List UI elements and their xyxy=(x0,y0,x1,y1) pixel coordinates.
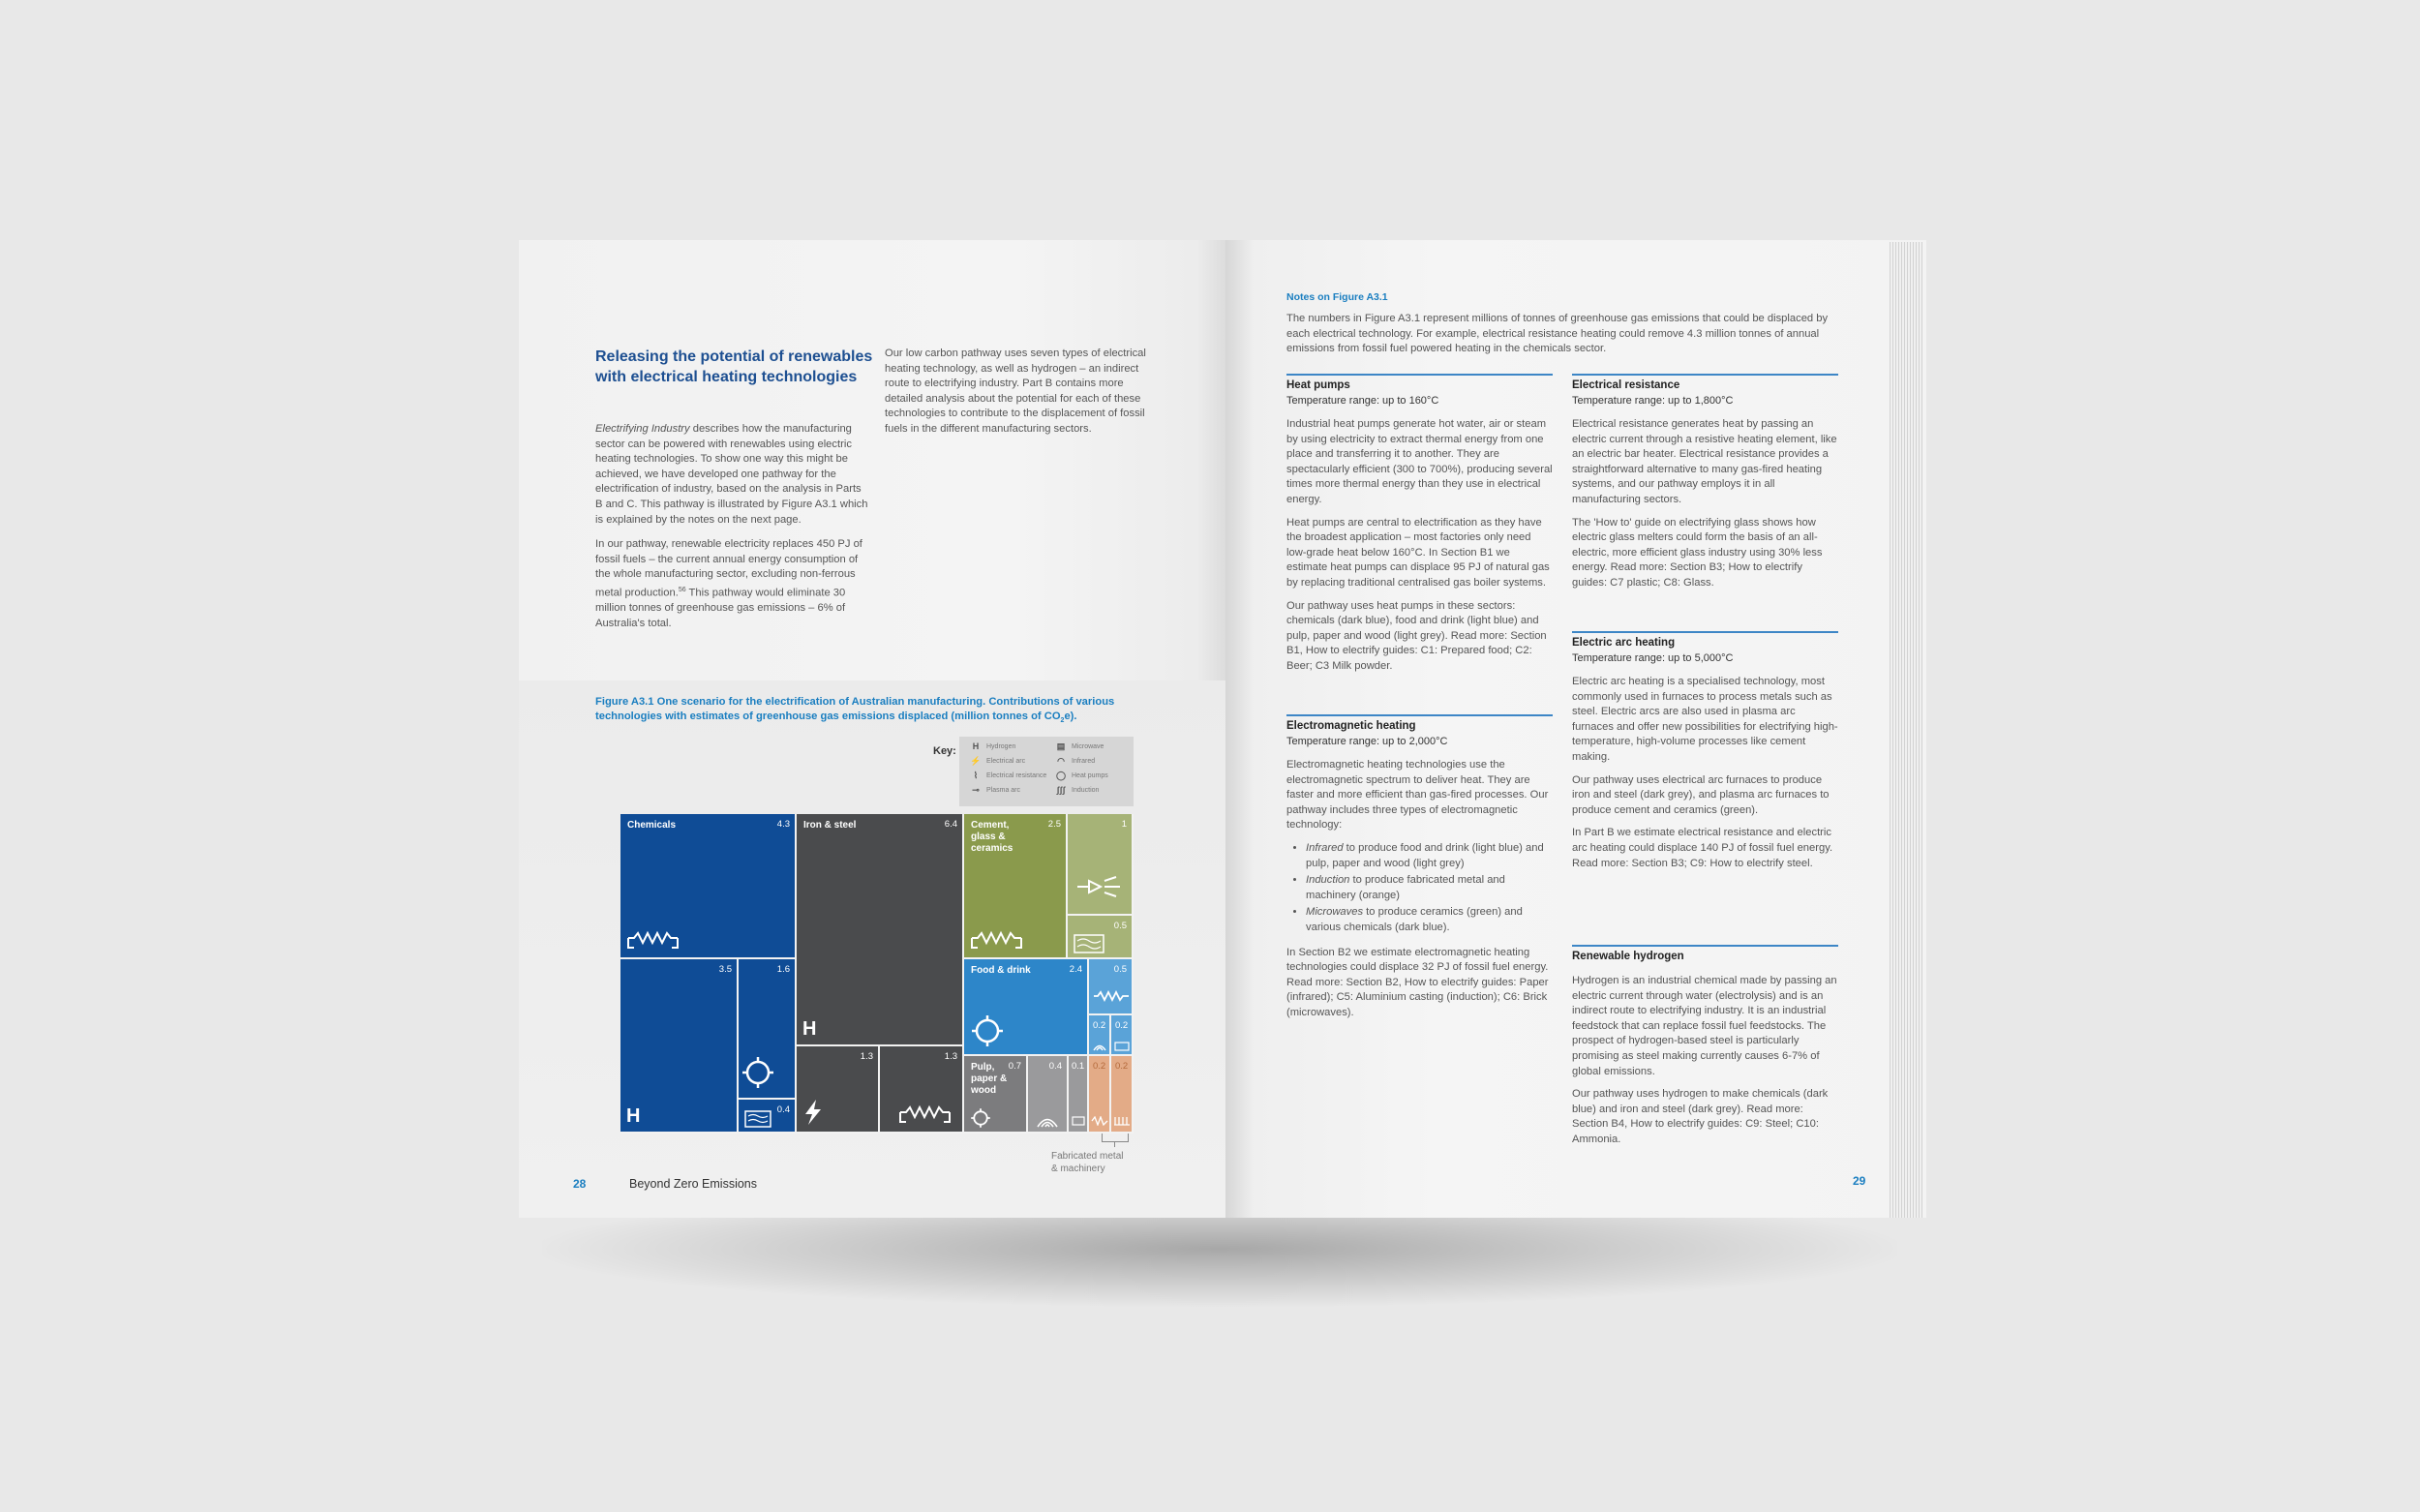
figure-caption-text: Figure A3.1 One scenario for the electrification of Australian manufacturing. Contributions of various technologies with estimates of greenhouse gas emissions displaced (million tonnes of CO xyxy=(595,696,1115,722)
electrical-resistance-icon xyxy=(626,930,681,952)
section-paragraph: Electrical resistance generates heat by passing an electric current through a resistive heating element, like an electric bar heater. Electrical resistance provides a straightforward alternative to many gas-fired heating systems, and our pathway employs it in all manufacturing sectors. xyxy=(1572,418,1837,505)
treemap-cell xyxy=(620,959,739,1134)
treemap-cell xyxy=(1028,1056,1069,1134)
cell-value: 6.4 xyxy=(944,819,957,830)
fabricated-caption xyxy=(1051,1150,1123,1175)
technology-list xyxy=(1286,841,1553,936)
page-title: Releasing the potential of renewables with electrical heating technologies xyxy=(595,348,873,385)
cell-value: 0.4 xyxy=(776,1104,790,1115)
section-title: Electrical resistance xyxy=(1572,379,1680,391)
section-paragraph: In Section B2 we estimate electromagnetic heating technologies could displace 32 PJ of fossil fuel energy. Read more: Section B2, How to electrify guides: Paper (infrared); C5: Aluminium casting (induction); C6: Brick (microwaves). xyxy=(1286,946,1549,1018)
intro-column-2 xyxy=(885,347,1161,438)
key-item-plasma-arc xyxy=(969,785,1020,796)
list-item xyxy=(1306,873,1553,903)
intro-paragraph-1 xyxy=(595,422,871,528)
key-text: Plasma arc xyxy=(986,787,1021,794)
section-electrical-resistance xyxy=(1572,374,1838,599)
resistance-icon: ⌇ xyxy=(973,771,979,780)
treemap-cell xyxy=(1111,1056,1134,1134)
induction-icon xyxy=(1113,1116,1131,1126)
section-paragraph: Our pathway uses electrical arc furnaces to produce iron and steel (dark grey), and plasma arc furnaces to produce cement and ceramics (green). xyxy=(1572,773,1830,816)
fabricated-bracket-stem xyxy=(1114,1141,1115,1147)
heat-pump-icon xyxy=(741,1055,775,1090)
section-renewable-hydrogen xyxy=(1572,945,1838,1156)
plasma-arc-icon xyxy=(1075,875,1122,898)
running-title: Beyond Zero Emissions xyxy=(629,1177,758,1191)
cell-value: 0.1 xyxy=(1072,1061,1085,1072)
treemap-cell xyxy=(1069,1056,1089,1134)
section-paragraph: Industrial heat pumps generate hot water, air or steam by using electricity to extract thermal energy from one place and transferring it to another. They are spectacularly efficient (300 to 700%), producing several times more thermal energy than they use in electrical energy. xyxy=(1286,418,1553,505)
list-item-term: Infrared xyxy=(1306,841,1344,854)
treemap-chart xyxy=(620,814,1134,1134)
sector-label: Cement, glass & ceramics xyxy=(971,820,1013,854)
footnote-ref[interactable]: 56 xyxy=(678,586,686,593)
key-text: Electrical arc xyxy=(986,758,1026,765)
cell-value: 1.6 xyxy=(776,964,790,975)
electrical-resistance-icon xyxy=(970,930,1024,952)
key-item-hydrogen xyxy=(969,741,1015,751)
section-electric-arc-heating xyxy=(1572,631,1838,879)
microwave-icon xyxy=(744,1110,771,1128)
figure-caption-end: e). xyxy=(1064,711,1077,722)
hydrogen-icon: H xyxy=(972,741,980,751)
page-number-right: 29 xyxy=(1853,1174,1866,1188)
list-item-term: Induction xyxy=(1306,874,1350,887)
lightning-icon xyxy=(802,1099,824,1126)
section-title: Renewable hydrogen xyxy=(1572,951,1684,962)
heat-pump-icon xyxy=(970,1013,1005,1048)
section-title: Electric arc heating xyxy=(1572,637,1676,649)
treemap-cell xyxy=(620,814,797,959)
heat-pump-icon: ◯ xyxy=(1055,771,1067,780)
treemap-cell xyxy=(1111,1015,1134,1056)
section-paragraph: Heat pumps are central to electrification as they have the broadest application – most factories only need low-grade heat below 160°C. In Section B1 we estimate heat pumps can displace 95 PJ of natural gas by replacing traditional centralised gas boiler systems. xyxy=(1286,516,1550,589)
infrared-icon: ◠ xyxy=(1057,756,1065,766)
temperature-range: Temperature range: up to 5,000°C xyxy=(1572,652,1734,664)
treemap-cell xyxy=(1089,1015,1111,1056)
cell-value: 0.4 xyxy=(1048,1061,1062,1072)
key-item-electrical-arc xyxy=(969,756,1025,767)
cell-value: 3.5 xyxy=(718,964,732,975)
treemap-cell xyxy=(964,1056,1028,1134)
cell-value: 2.4 xyxy=(1069,964,1082,975)
section-paragraph: In Part B we estimate electrical resistance and electric arc heating could displace 140 PJ of fossil fuel energy. Read more: Section B3; C9: How to electrify steel. xyxy=(1572,827,1833,869)
publication-title: Electrifying Industry xyxy=(595,423,690,435)
induction-icon: ʃʃʃ xyxy=(1056,785,1066,795)
cell-value: 0.2 xyxy=(1115,1061,1129,1072)
sector-label: Chemicals xyxy=(627,820,677,831)
sector-label: Pulp, paper & wood xyxy=(971,1062,1008,1096)
sector-label: Iron & steel xyxy=(803,820,857,831)
section-paragraph: The 'How to' guide on electrifying glass shows how electric glass melters could form the basis of an all-electric, more efficient glass industry using 30% less energy. Read more: Section B3; How to electrify guides: C7 plastic; C8: Glass. xyxy=(1572,516,1823,589)
key-text: Electrical resistance xyxy=(986,772,1047,779)
notes-intro: The numbers in Figure A3.1 represent millions of tonnes of greenhouse gas emissions that could be displaced by each electrical technology. For example, electrical resistance heating could remove 4.3 million tonnes of annual emissions from fossil fuel powered heating in the chemicals sector. xyxy=(1286,313,1829,355)
cell-value: 0.5 xyxy=(1113,964,1127,975)
left-page xyxy=(519,240,1225,1218)
treemap-cell xyxy=(797,1046,880,1134)
fabricated-bracket xyxy=(1102,1134,1129,1142)
treemap-cell xyxy=(739,959,797,1100)
cell-value: 0.2 xyxy=(1093,1020,1106,1031)
key-item-infrared xyxy=(1054,756,1095,767)
key-text: Hydrogen xyxy=(986,742,1016,750)
section-paragraph: Electromagnetic heating technologies use the electromagnetic spectrum to deliver heat. They are faster and more efficient than gas-fired processes. Our pathway includes three types of electromagnetic technology: xyxy=(1286,759,1549,832)
temperature-range: Temperature range: up to 2,000°C xyxy=(1286,736,1448,747)
intro-paragraph-2-text-b: This pathway would eliminate 30 million tonnes of greenhouse gas emissions – 6% of Australia's total. xyxy=(595,587,846,629)
list-item-text: to produce ceramics (green) and various chemicals (dark blue). xyxy=(1306,906,1523,933)
list-item xyxy=(1306,905,1553,935)
intro-paragraph-2-text-a: In our pathway, renewable electricity replaces 450 PJ of fossil fuels – the current annual energy consumption of the whole manufacturing sector, excluding non-ferrous metal production. xyxy=(595,538,862,599)
section-paragraph: Our pathway uses hydrogen to make chemicals (dark blue) and iron and steel (dark grey). Read more: Section B4, How to electrify guides: C9: Steel; C10: Ammonia. xyxy=(1572,1088,1829,1145)
key-text: Heat pumps xyxy=(1072,772,1108,779)
sector-label: Food & drink xyxy=(971,965,1031,976)
cell-value: 0.5 xyxy=(1113,921,1127,931)
list-item-term: Microwaves xyxy=(1306,906,1364,919)
lightning-icon: ⚡ xyxy=(970,756,982,766)
electrical-resistance-icon xyxy=(898,1104,953,1126)
key-item-heat-pumps xyxy=(1054,771,1108,781)
cell-value: 0.7 xyxy=(1008,1061,1021,1072)
microwave-icon: ▤ xyxy=(1056,741,1066,751)
cell-value: 1 xyxy=(1121,819,1127,830)
treemap-cell xyxy=(797,814,964,1046)
cell-value: 1.3 xyxy=(944,1051,957,1062)
section-heat-pumps xyxy=(1286,374,1553,682)
microwave-icon xyxy=(1114,1042,1130,1051)
list-item-text: to produce food and drink (light blue) and pulp, paper and wood (light grey) xyxy=(1306,841,1544,869)
cell-value: 0.2 xyxy=(1115,1020,1129,1031)
page-number-left: 28 xyxy=(573,1177,587,1191)
key-text: Induction xyxy=(1072,786,1100,794)
key-item-microwave xyxy=(1054,741,1104,752)
temperature-range: Temperature range: up to 1,800°C xyxy=(1572,395,1734,407)
section-title: Electromagnetic heating xyxy=(1286,720,1416,732)
cell-value: 0.2 xyxy=(1093,1061,1106,1072)
section-paragraph: Our pathway uses heat pumps in these sectors: chemicals (dark blue), food and drink (light blue) and pulp, paper and wood (light grey). Read more: Section B1, How to electrify guides: C1: Prepared food; C2: Beer; C3 Milk powder. xyxy=(1286,599,1547,672)
notes-heading: Notes on Figure A3.1 xyxy=(1286,291,1388,303)
hydrogen-icon: H xyxy=(802,1018,817,1040)
key-label: Key: xyxy=(933,745,956,757)
section-paragraph: Hydrogen is an industrial chemical made by passing an electric current through water (electrolysis) and is an indirect route to electrifying industry. It is an industrial feedstock that can replace fossil fuel feedstocks. The prospect of hydrogen-based steel is particularly promising as steel making currently causes 6-7% of global emissions. xyxy=(1572,975,1837,1077)
section-electromagnetic-heating xyxy=(1286,714,1553,1029)
cell-value: 4.3 xyxy=(776,819,790,830)
hydrogen-icon: H xyxy=(626,1105,641,1127)
list-item-text: to produce fabricated metal and machinery (orange) xyxy=(1306,874,1505,901)
figure-key xyxy=(959,737,1134,806)
treemap-cell xyxy=(1089,1056,1111,1134)
electrical-resistance-icon xyxy=(1091,1116,1108,1126)
page-edges xyxy=(1890,242,1922,1218)
cell-value: 1.3 xyxy=(860,1051,873,1062)
treemap-cell xyxy=(880,1046,964,1134)
microwave-icon xyxy=(1074,934,1104,953)
fabricated-caption-line-2: & machinery xyxy=(1051,1164,1105,1174)
microwave-icon xyxy=(1072,1116,1085,1126)
intro-paragraph-3: Our low carbon pathway uses seven types of electrical heating technology, as well as hydrogen – an indirect route to electrifying industry. Part B contains more detailed analysis about the potential for each of these technologies to contribute to the displacement of fossil fuels in the different manufacturing sectors. xyxy=(885,348,1146,435)
key-item-induction xyxy=(1054,785,1099,795)
treemap-cell xyxy=(964,959,1089,1056)
heat-pump-icon xyxy=(970,1107,991,1129)
treemap-cell xyxy=(964,814,1068,959)
intro-column-1 xyxy=(595,422,871,631)
treemap-cell xyxy=(1089,959,1134,1015)
right-page xyxy=(1225,240,1926,1218)
key-text: Infrared xyxy=(1072,758,1096,765)
key-item-electrical-resistance xyxy=(969,771,1046,781)
key-text: Microwave xyxy=(1072,743,1104,750)
cell-value: 2.5 xyxy=(1047,819,1061,830)
treemap-cell xyxy=(1068,916,1134,959)
intro-paragraph-1-text: describes how the manufacturing sector can be powered with renewables using electric heating technologies. To show one way this might be achieved, we have developed one pathway for the electrification of industry, based on the analysis in Parts B and C. This pathway is illustrated by Figure A3.1 which is explained by the notes on the next page. xyxy=(595,423,868,526)
infrared-icon xyxy=(1036,1114,1059,1128)
fabricated-caption-line-1: Fabricated metal xyxy=(1051,1151,1124,1162)
temperature-range: Temperature range: up to 160°C xyxy=(1286,395,1439,407)
list-item xyxy=(1306,841,1553,871)
intro-paragraph-2 xyxy=(595,537,871,631)
figure-caption xyxy=(595,695,1157,728)
infrared-icon xyxy=(1092,1042,1107,1051)
section-paragraph: Electric arc heating is a specialised technology, most commonly used in furnaces to process metals such as steel. Electric arcs are also used in plasma arc furnaces and offer new possibilities for electrifying high-temperature, high-volume processes like cement making. xyxy=(1572,676,1838,763)
electrical-resistance-icon xyxy=(1093,990,1130,1006)
section-title: Heat pumps xyxy=(1286,379,1350,391)
treemap-cell xyxy=(1068,814,1134,916)
figure-caption-subscript: 2 xyxy=(1060,717,1065,725)
plasma-arc-icon: ⊸ xyxy=(972,785,980,795)
treemap-cell xyxy=(739,1100,797,1134)
